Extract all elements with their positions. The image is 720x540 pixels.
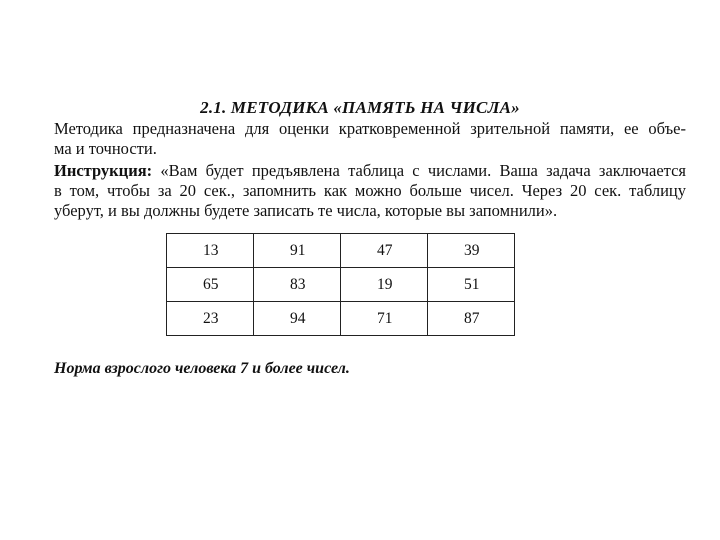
table-row	[167, 302, 515, 336]
table-cell: 47	[341, 234, 428, 268]
table-cell: 13	[167, 234, 254, 268]
instruction-line-1	[54, 161, 686, 181]
table-cell: 87	[428, 302, 515, 336]
table-row	[167, 234, 515, 268]
table-cell: 94	[254, 302, 341, 336]
table-cell: 71	[341, 302, 428, 336]
table-cell: 19	[341, 268, 428, 302]
document-title: 2.1. МЕТОДИКА «ПАМЯТЬ НА ЧИСЛА»	[200, 98, 520, 117]
instruction-line-2: в том, чтобы за 20 сек., запомнить как можно больше чисел. Через 20 сек. таблицу	[54, 181, 686, 200]
table-cell: 23	[167, 302, 254, 336]
instruction-text-1: «Вам будет предъявлена таблица с числами. Ваша задача заключается	[152, 161, 686, 180]
description-line-2: ма и точности.	[54, 139, 157, 158]
description-paragraph	[54, 119, 686, 159]
instruction-paragraph	[54, 161, 686, 221]
instruction-line-3: уберут, и вы должны будете записать те числа, которые вы запомнили».	[54, 201, 558, 220]
table-row	[167, 268, 515, 302]
table-cell: 91	[254, 234, 341, 268]
table-cell: 65	[167, 268, 254, 302]
table-cell: 39	[428, 234, 515, 268]
table-cell: 83	[254, 268, 341, 302]
numbers-table	[166, 233, 515, 336]
description-line-1: Методика предназначена для оценки кратковременной зрительной памяти, ее объе-	[54, 119, 686, 138]
norm-statement: Норма взрослого человека 7 и более чисел.	[54, 360, 350, 377]
table-cell: 51	[428, 268, 515, 302]
instruction-label: Инструкция:	[54, 161, 153, 180]
